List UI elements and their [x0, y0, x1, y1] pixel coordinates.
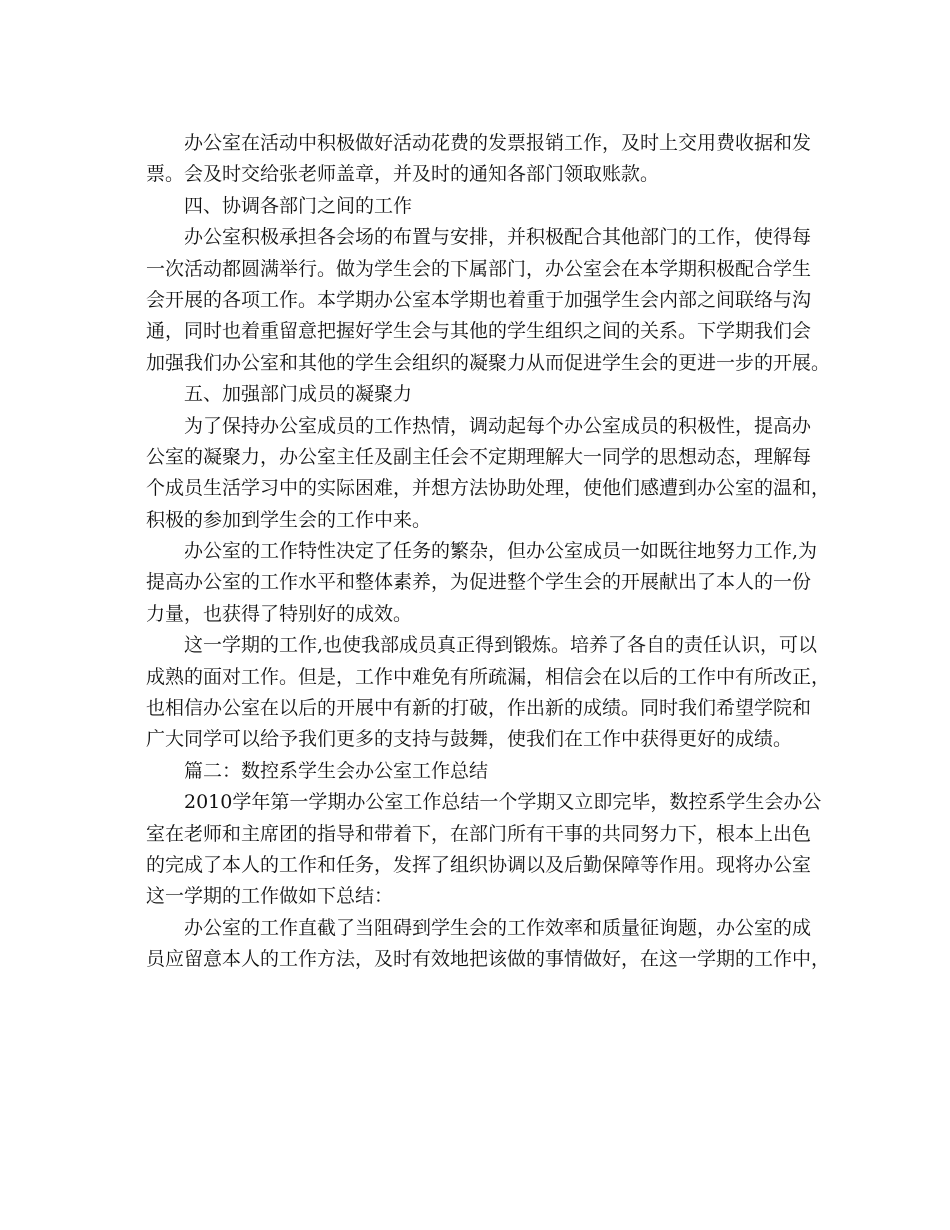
text-line: 积极的参加到学生会的工作中来。 — [146, 508, 432, 531]
text-line: 公室的凝聚力，办公室主任及副主任会不定期理解大一同学的思想动态，理解每 — [146, 445, 812, 468]
text-line: 一次活动都圆满举行。做为学生会的下属部门，办公室会在本学期积极配合学生 — [146, 257, 812, 280]
text-line: 会开展的各项工作。本学期办公室本学期也着重于加强学生会内部之间联络与沟 — [146, 288, 812, 311]
text-line: 个成员生活学习中的实际困难，并想方法协助处理，使他们感遭到办公室的温和， — [146, 477, 831, 500]
text-line: 员应留意本人的工作方法，及时有效地把该做的事情做好，在这一学期的工作中， — [146, 948, 831, 971]
text-line: 办公室的工作直截了当阻碍到学生会的工作效率和质量征询题，办公室的成 — [184, 916, 812, 939]
text-line: 办公室在活动中积极做好活动花费的发票报销工作，及时上交用费收据和发 — [184, 132, 812, 154]
text-line: 室在老师和主席团的指导和带着下，在部门所有干事的共同努力下，根本上出色 — [146, 822, 812, 845]
text-line: 通，同时也着重留意把握好学生会与其他的学生组织之间的关系。下学期我们会 — [146, 320, 812, 343]
text-line: 这一学期的工作做如下总结： — [146, 885, 394, 908]
text-line: 2010学年第一学期办公室工作总结一个学期又立即完毕，数控系学生会办公 — [184, 791, 822, 814]
text-line: 提高办公室的工作水平和整体素养，为促进整个学生会的开展献出了本人的一份 — [146, 571, 812, 594]
text-line: 办公室的工作特性决定了任务的繁杂，但办公室成员一如既往地努力工作,为 — [184, 540, 818, 563]
text-line: 加强我们办公室和其他的学生会组织的凝聚力从而促进学生会的更进一步的开展。 — [146, 351, 831, 374]
text-line: 的完成了本人的工作和任务，发挥了组织协调以及后勤保障等作用。现将办公室 — [146, 853, 812, 876]
text-line: 办公室积极承担各会场的布置与安排，并积极配合其他部门的工作，使得每 — [184, 226, 812, 249]
text-line: 票。会及时交给张老师盖章，并及时的通知各部门领取账款。 — [146, 163, 660, 186]
section-heading: 四、协调各部门之间的工作 — [184, 194, 413, 217]
text-line: 力量，也获得了特别好的成效。 — [146, 602, 413, 625]
section-heading: 五、加强部门成员的凝聚力 — [184, 383, 413, 406]
text-line: 成熟的面对工作。但是，工作中难免有所疏漏，相信会在以后的工作中有所改正， — [146, 665, 831, 688]
text-line: 广大同学可以给予我们更多的支持与鼓舞，使我们在工作中获得更好的成绩。 — [146, 728, 793, 751]
section-heading: 篇二：数控系学生会办公室工作总结 — [184, 759, 489, 782]
text-line: 为了保持办公室成员的工作热情，调动起每个办公室成员的积极性，提高办 — [184, 414, 812, 437]
text-line: 也相信办公室在以后的开展中有新的打破，作出新的成绩。同时我们希望学院和 — [146, 697, 812, 720]
text-line: 这一学期的工作,也使我部成员真正得到锻炼。培养了各自的责任认识，可以 — [184, 634, 818, 657]
document-body — [146, 128, 831, 976]
